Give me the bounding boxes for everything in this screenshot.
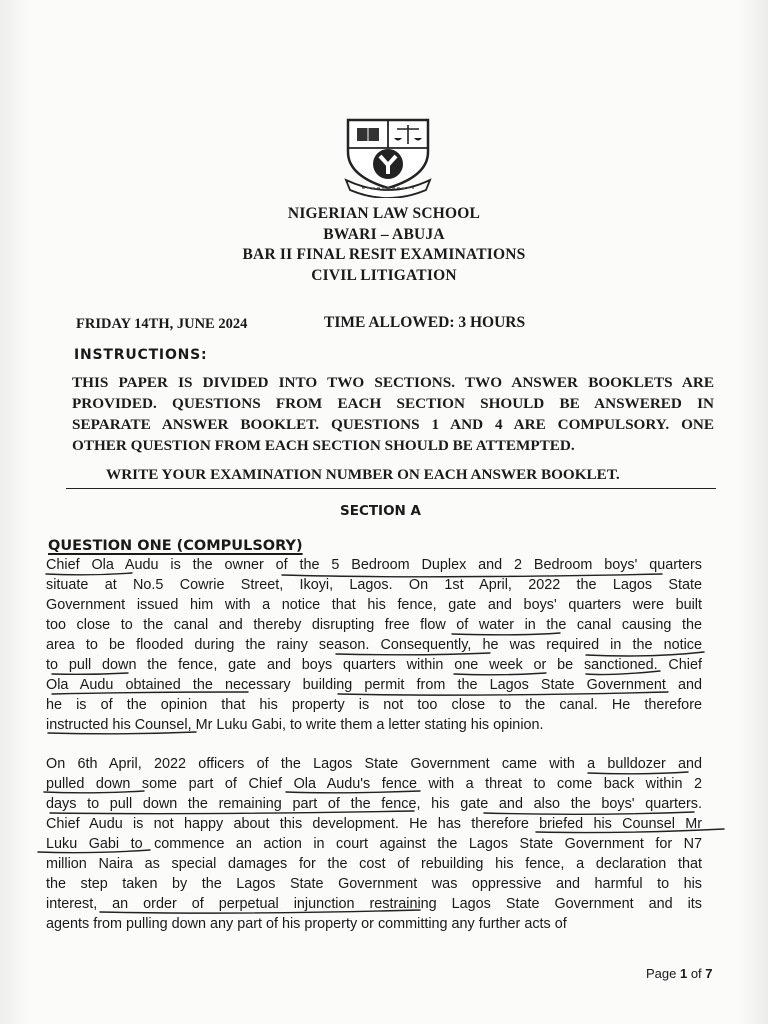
question-text-line: area to be flooded during the rainy season. Consequently, he was required in the notice	[46, 637, 702, 653]
question-text-line: On 6th April, 2022 officers of the Lagos State Government came with a bulldozer and	[46, 756, 702, 772]
section-title: SECTION A	[340, 503, 422, 519]
page-number	[646, 966, 713, 981]
page-of: of	[687, 966, 706, 981]
exam-title: BAR II FINAL RESIT EXAMINATIONS	[242, 246, 526, 263]
question-text-line: pulled down some part of Chief Ola Audu's fence with a threat to come back within 2	[46, 776, 702, 792]
question-title: QUESTION ONE (COMPULSORY)	[48, 538, 303, 554]
school-name: NIGERIAN LAW SCHOOL	[287, 205, 481, 222]
question-text-line: interest, an order of perpetual injunction restraining Lagos State Government and its	[46, 896, 702, 912]
question-text-line: days to pull down the remaining part of the fence, his gate and also the boys' quarters.	[46, 796, 702, 812]
page-prefix: Page	[646, 966, 680, 981]
time-allowed: TIME ALLOWED: 3 HOURS	[324, 314, 526, 331]
question-text-line: situate at No.5 Cowrie Street, Ikoyi, Lagos. On 1st April, 2022 the Lagos State	[46, 577, 702, 593]
school-location: BWARI – ABUJA	[323, 226, 445, 243]
instruction-line: PROVIDED. QUESTIONS FROM EACH SECTION SHOULD BE ANSWERED IN	[72, 395, 714, 412]
instructions-title: INSTRUCTIONS:	[74, 347, 208, 363]
question-text-line: million Naira as special damages for the cost of rebuilding his fence, a declaration that	[46, 856, 702, 872]
question-text-line: Ola Audu obtained the necessary building permit from the Lagos State Government and	[46, 677, 702, 693]
instruction-line: OTHER QUESTION FROM EACH SECTION SHOULD BE ATTEMPTED.	[72, 437, 575, 454]
question-text-line: Chief Ola Audu is the owner of the 5 Bedroom Duplex and 2 Bedroom boys' quarters	[46, 557, 702, 573]
exam-subject: CIVIL LITIGATION	[311, 267, 457, 284]
page-current: 1	[679, 966, 688, 981]
question-text-line: Luku Gabi to commence an action in court against the Lagos State Government for N7	[46, 836, 702, 852]
question-text-line: instructed his Counsel, Mr Luku Gabi, to write them a letter stating his opinion.	[46, 717, 544, 733]
exam-date: FRIDAY 14TH, JUNE 2024	[76, 316, 248, 332]
question-text-line: too close to the canal and thereby disrupting free flow of water in the canal causing the	[46, 617, 702, 633]
page-total: 7	[705, 966, 713, 981]
question-text-line: Government issued him with a notice that his fence, gate and boys' quarters were built	[46, 597, 702, 613]
question-text-line: to pull down the fence, gate and boys quarters within one week or be sanctioned. Chief	[46, 657, 702, 673]
question-text-line: Chief Audu is not happy about this development. He has therefore briefed his Counsel Mr	[46, 816, 702, 832]
question-text-line: agents from pulling down any part of his property or committing any further acts of	[46, 916, 567, 932]
instruction-line: THIS PAPER IS DIVIDED INTO TWO SECTIONS. TWO ANSWER BOOKLETS ARE	[72, 374, 714, 391]
question-text-line: he is of the opinion that his property is not too close to the canal. He therefore	[46, 697, 702, 713]
write-number-instruction: WRITE YOUR EXAMINATION NUMBER ON EACH ANSWER BOOKLET.	[106, 466, 620, 483]
instruction-line: SEPARATE ANSWER BOOKLET. QUESTIONS 1 AND 4 ARE COMPULSORY. ONE	[72, 416, 714, 433]
divider-rule	[66, 488, 716, 489]
law-school-crest-logo	[340, 114, 436, 198]
question-text-line: the step taken by the Lagos State Government was oppressive and harmful to his	[46, 876, 702, 892]
